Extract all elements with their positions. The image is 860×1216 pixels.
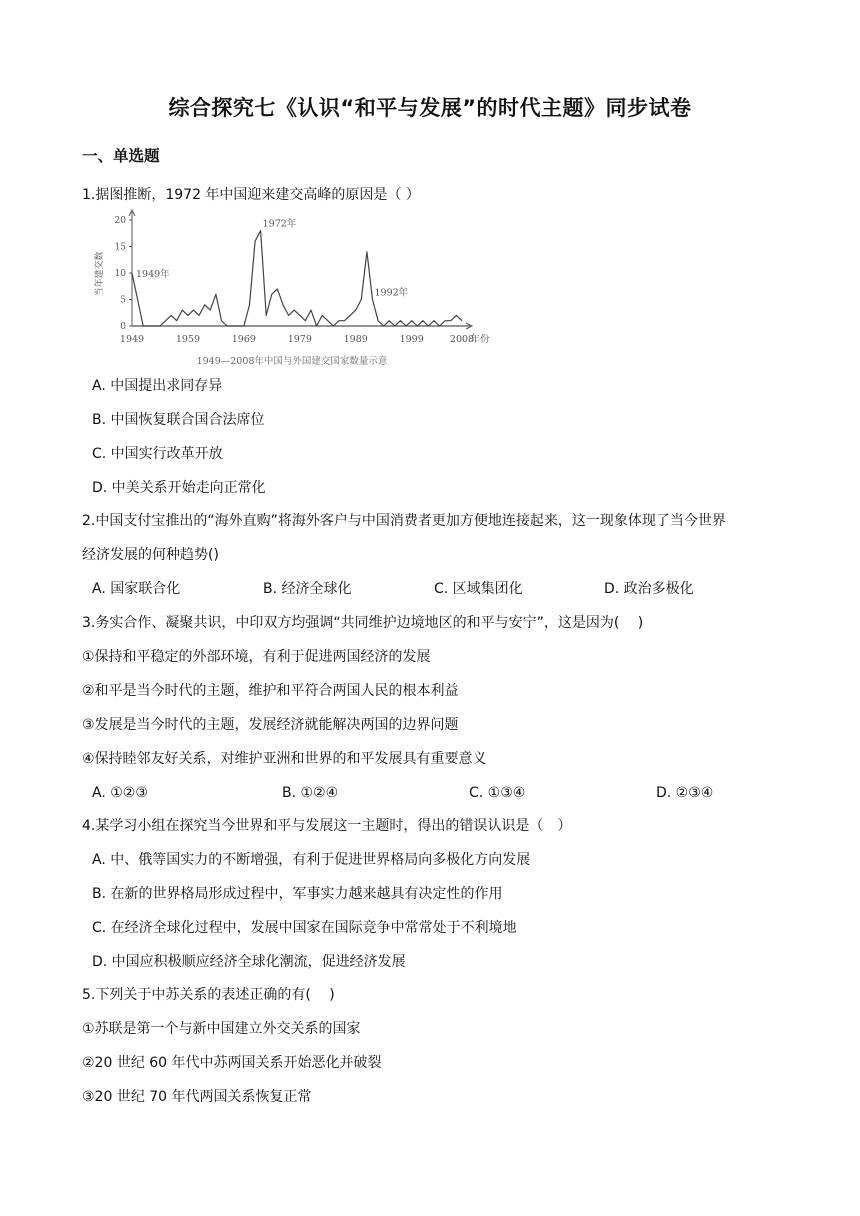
question-3-stem: 3.务实合作、凝聚共识，中印双方均强调“共同维护边境地区的和平与安宁”，这是因为( ) (82, 615, 644, 631)
series-line (132, 231, 462, 326)
chart-svg (92, 206, 492, 374)
y-tick-label: 0 (120, 322, 126, 332)
question-4-option-b[interactable]: B. 在新的世界格局形成过程中，军事实力越来越具有决定性的作用 (92, 886, 503, 902)
x-axis-label: 年份 (470, 334, 490, 345)
question-1-option-c[interactable]: C. 中国实行改革开放 (92, 446, 223, 462)
question-4-option-d[interactable]: D. 中国应积极顺应经济全球化潮流，促进经济发展 (92, 954, 406, 970)
y-axis-label: 当年建交数 (95, 251, 105, 297)
y-tick-label: 15 (114, 242, 126, 253)
chart-caption: 1949—2008年中国与外国建交国家数量示意 (196, 356, 388, 367)
question-1-option-d[interactable]: D. 中美关系开始走向正常化 (92, 480, 266, 496)
question-1-option-b[interactable]: B. 中国恢复联合国合法席位 (92, 412, 265, 428)
question-3-statement-2: ②和平是当今时代的主题，维护和平符合两国人民的根本利益 (82, 683, 459, 699)
x-tick-label: 1989 (343, 334, 368, 345)
question-3-option-b[interactable]: B. ①②④ (282, 785, 339, 801)
question-5-statement-3: ③20 世纪 70 年代两国关系恢复正常 (82, 1089, 312, 1105)
question-5-statement-2: ②20 世纪 60 年代中苏两国关系开始恶化并破裂 (82, 1055, 382, 1071)
section-heading: 一、单选题 (82, 147, 160, 165)
question-5-stem: 5.下列关于中苏关系的表述正确的有( ) (82, 987, 335, 1003)
page-title: 综合探究七《认识“和平与发展”的时代主题》同步试卷 (168, 96, 692, 120)
question-3-option-a[interactable]: A. ①②③ (92, 785, 148, 801)
question-3-statement-1: ①保持和平稳定的外部环境，有利于促进两国经济的发展 (82, 649, 431, 665)
diplomatic-relations-chart (92, 206, 492, 374)
question-2-option-a[interactable]: A. 国家联合化 (92, 581, 181, 597)
question-4-option-c[interactable]: C. 在经济全球化过程中，发展中国家在国际竞争中常常处于不利境地 (92, 920, 517, 936)
x-tick-label: 1959 (175, 334, 201, 345)
question-2-option-b[interactable]: B. 经济全球化 (263, 581, 352, 597)
question-2-stem-line-1: 2.中国支付宝推出的“海外直购”将海外客户与中国消费者更加方便地连接起来，这一现象体现了当今世界 (82, 513, 726, 529)
annotation-label: 1972年 (262, 218, 297, 230)
y-tick-label: 20 (114, 216, 126, 226)
question-3-option-d[interactable]: D. ②③④ (656, 785, 714, 801)
question-2-option-c[interactable]: C. 区域集团化 (434, 581, 523, 597)
x-tick-label: 1949 (119, 334, 145, 345)
y-tick-label: 10 (114, 269, 126, 279)
question-4-stem: 4.某学习小组在探究当今世界和平与发展这一主题时，得出的错误认识是（ ） (82, 818, 572, 834)
annotation-label: 1949年 (136, 269, 170, 280)
question-2-option-d[interactable]: D. 政治多极化 (604, 581, 694, 597)
x-tick-label: 1979 (287, 334, 312, 345)
question-3-statement-4: ④保持睦邻友好关系，对维护亚洲和世界的和平发展具有重要意义 (82, 751, 487, 767)
question-2-stem-line-2: 经济发展的何种趋势() (82, 547, 219, 563)
question-1-stem: 1.据图推断，1972 年中国迎来建交高峰的原因是（ ） (82, 187, 420, 203)
x-tick-label: 1999 (399, 334, 424, 345)
y-tick-label: 5 (120, 295, 126, 306)
question-4-option-a[interactable]: A. 中、俄等国实力的不断增强，有利于促进世界格局向多极化方向发展 (92, 852, 531, 868)
x-tick-label: 2008 (449, 334, 475, 345)
annotation-label: 1992年 (374, 287, 409, 299)
question-1-option-a[interactable]: A. 中国提出求同存异 (92, 378, 223, 394)
question-5-statement-1: ①苏联是第一个与新中国建立外交关系的国家 (82, 1021, 361, 1037)
question-3-option-c[interactable]: C. ①③④ (469, 785, 526, 801)
question-3-statement-3: ③发展是当今时代的主题，发展经济就能解决两国的边界问题 (82, 717, 459, 733)
x-tick-label: 1969 (231, 334, 256, 345)
